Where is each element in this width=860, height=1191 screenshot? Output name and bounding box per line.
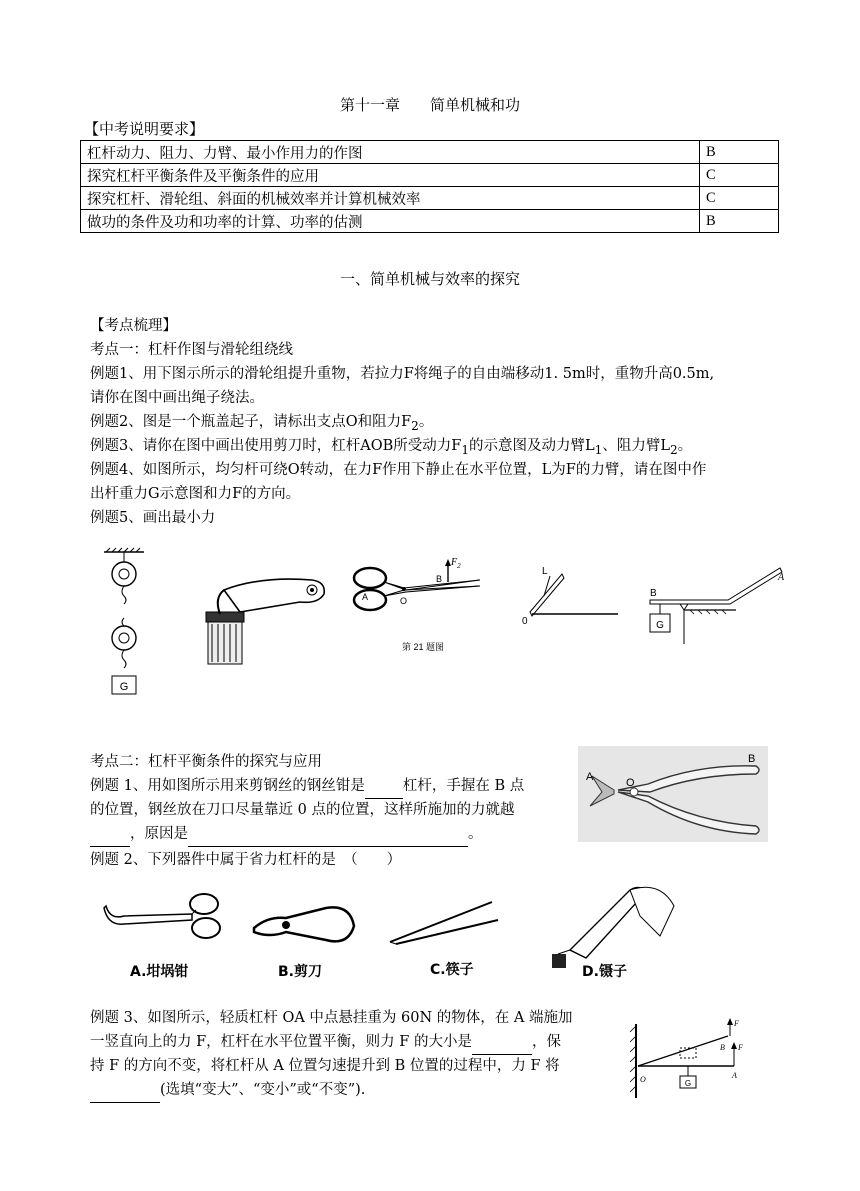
req-item: 探究杠杆平衡条件及平衡条件的应用 bbox=[81, 164, 700, 187]
table-row bbox=[81, 187, 779, 210]
option-b: B.剪刀 bbox=[278, 964, 322, 980]
p2-ex1-a: 例题 1、用如图所示用来剪钢丝的钢丝钳是 bbox=[90, 778, 365, 794]
p2-ex3-line4 bbox=[90, 1078, 365, 1103]
ex3-c: 、阻力臂L bbox=[602, 438, 670, 454]
scissors-f-label: $F_2$ bbox=[451, 557, 461, 570]
req-item: 做功的条件及功和功率的计算、功率的估测 bbox=[81, 210, 700, 233]
table-row bbox=[81, 164, 779, 187]
table-row bbox=[81, 210, 779, 233]
figure-caption: 第 21 题图 bbox=[402, 642, 445, 652]
p2-ex3-b: ，保 bbox=[531, 1034, 561, 1050]
option-a: A.坩埚钳 bbox=[130, 964, 189, 980]
answer-blank[interactable] bbox=[90, 822, 130, 847]
table-row bbox=[81, 141, 779, 164]
lever-a-label: A bbox=[778, 572, 785, 583]
point2-heading: 考点二：杠杆平衡条件的探究与应用 bbox=[90, 754, 322, 770]
req-item: 杠杆动力、阻力、力臂、最小作用力的作图 bbox=[81, 141, 700, 164]
scissors-a-label: A bbox=[362, 592, 369, 602]
lever-g-label: G bbox=[656, 620, 664, 631]
ex2-b: 。 bbox=[418, 414, 434, 430]
rod-figure bbox=[518, 562, 628, 632]
p2-ex1-line1 bbox=[90, 774, 524, 799]
ex3-sub1: 1 bbox=[461, 442, 469, 457]
ex5-text: 例题5、画出最小力 bbox=[90, 510, 216, 526]
req-level: C bbox=[700, 187, 779, 210]
p2-ex3-a: 一竖直向上的力 F，杠杆在水平位置平衡，则力 F 的大小是 bbox=[90, 1034, 472, 1050]
req-level: B bbox=[700, 210, 779, 233]
fig3-g-label: G bbox=[684, 1079, 692, 1088]
answer-blank[interactable] bbox=[188, 822, 468, 847]
p2-ex3-d: (选填“变大”、“变小”或“不变”). bbox=[160, 1082, 366, 1098]
req-item: 探究杠杆、滑轮组、斜面的机械效率并计算机械效率 bbox=[81, 187, 700, 210]
ex2-a: 例题2、图是一个瓶盖起子，请标出支点O和阻力F bbox=[90, 414, 412, 430]
scissors-b-label: B bbox=[436, 574, 443, 584]
option-c: C.筷子 bbox=[430, 962, 474, 978]
pliers-b-label: B bbox=[748, 753, 756, 765]
scissors-figure bbox=[348, 556, 488, 656]
ex1-line2: 请你在图中画出绳子绕法。 bbox=[90, 390, 264, 406]
p2-ex1-e: 。 bbox=[468, 826, 483, 842]
section-title: 一、简单机械与效率的探究 bbox=[339, 270, 520, 288]
req-level: B bbox=[700, 141, 779, 164]
answer-blank[interactable] bbox=[90, 1078, 160, 1103]
option-d: D.镊子 bbox=[582, 964, 627, 980]
rod-l-label: L bbox=[542, 566, 548, 577]
ex1-line1: 例题1、用下图示所示的滑轮组提升重物，若拉力F将绳子的自由端移动1. 5m时，重物升高0.5m, bbox=[90, 366, 715, 382]
lever-b-label: B bbox=[650, 588, 657, 599]
ex3-a: 例题3、请你在图中画出使用剪刀时，杠杆AOB所受动力F bbox=[90, 438, 462, 454]
answer-blank[interactable] bbox=[472, 1030, 532, 1055]
pulley-figure bbox=[100, 548, 150, 698]
p2-ex1-line2: 的位置，钢丝放在刀口尽量靠近 0 点的位置，这样所施加的力就越 bbox=[90, 802, 515, 818]
p2-ex1-line3 bbox=[90, 822, 483, 847]
answer-blank[interactable] bbox=[365, 774, 403, 799]
ex2-sub: 2 bbox=[411, 418, 419, 433]
bottle-opener-figure bbox=[200, 568, 330, 668]
p2-ex3-line1: 例题 3、如图所示，轻质杠杆 OA 中点悬挂重为 60N 的物体，在 A 端施加 bbox=[90, 1010, 573, 1026]
ex4-line1: 例题4、如图所示，均匀杆可绕O转动，在力F作用下静止在水平位置，L为F的力臂，请在图中作 bbox=[90, 462, 707, 478]
p2-ex1-d: ，原因是 bbox=[130, 826, 188, 842]
pliers-figure bbox=[578, 746, 768, 842]
chapter-name: 简单机械和功 bbox=[430, 96, 521, 114]
rod-o-label: 0 bbox=[522, 616, 528, 627]
req-level: C bbox=[700, 164, 779, 187]
fig3-b-label: B bbox=[720, 1043, 725, 1052]
pliers-a-label: A bbox=[586, 771, 594, 783]
ex4-line2: 出杆重力G示意图和力F的方向。 bbox=[90, 486, 301, 502]
ex3-sub2: 1 bbox=[594, 442, 603, 457]
fig3-f1-label: F bbox=[734, 1019, 739, 1028]
ex3-sub3: 2 bbox=[669, 442, 678, 457]
ex3-b: 的示意图及动力臂L bbox=[469, 438, 595, 454]
fig3-o-label: O bbox=[640, 1075, 646, 1084]
pulley-g-label: G bbox=[119, 681, 129, 693]
pliers-o-label: O bbox=[626, 777, 635, 789]
p2-ex3-line3: 持 F 的方向不变，将杠杆从 A 位置匀速提升到 B 位置的过程中，力 F 将 bbox=[90, 1058, 560, 1074]
requirements-label: 【中考说明要求】 bbox=[84, 120, 205, 138]
ex3-d: 。 bbox=[677, 438, 693, 454]
fig3-a-label: A bbox=[732, 1071, 737, 1080]
review-label: 【考点梳理】 bbox=[90, 318, 177, 334]
chapter-title bbox=[0, 94, 860, 115]
fig3-f2-label: F bbox=[738, 1043, 743, 1052]
point1-heading: 考点一：杠杆作图与滑轮组绕线 bbox=[90, 342, 293, 358]
tools-figure bbox=[100, 876, 680, 986]
bent-lever-figure bbox=[640, 560, 800, 650]
requirements-table bbox=[80, 140, 779, 233]
scissors-o-label: O bbox=[400, 596, 408, 606]
lever-oa-figure bbox=[628, 1019, 778, 1102]
p2-ex1-b: 杠杆，手握在 B 点 bbox=[402, 778, 525, 794]
p2-ex3-line2 bbox=[90, 1030, 561, 1055]
chapter-number: 第十一章 bbox=[339, 96, 400, 114]
p2-ex2: 例题 2、下列器件中属于省力杠杆的是 （ ） bbox=[90, 852, 402, 868]
